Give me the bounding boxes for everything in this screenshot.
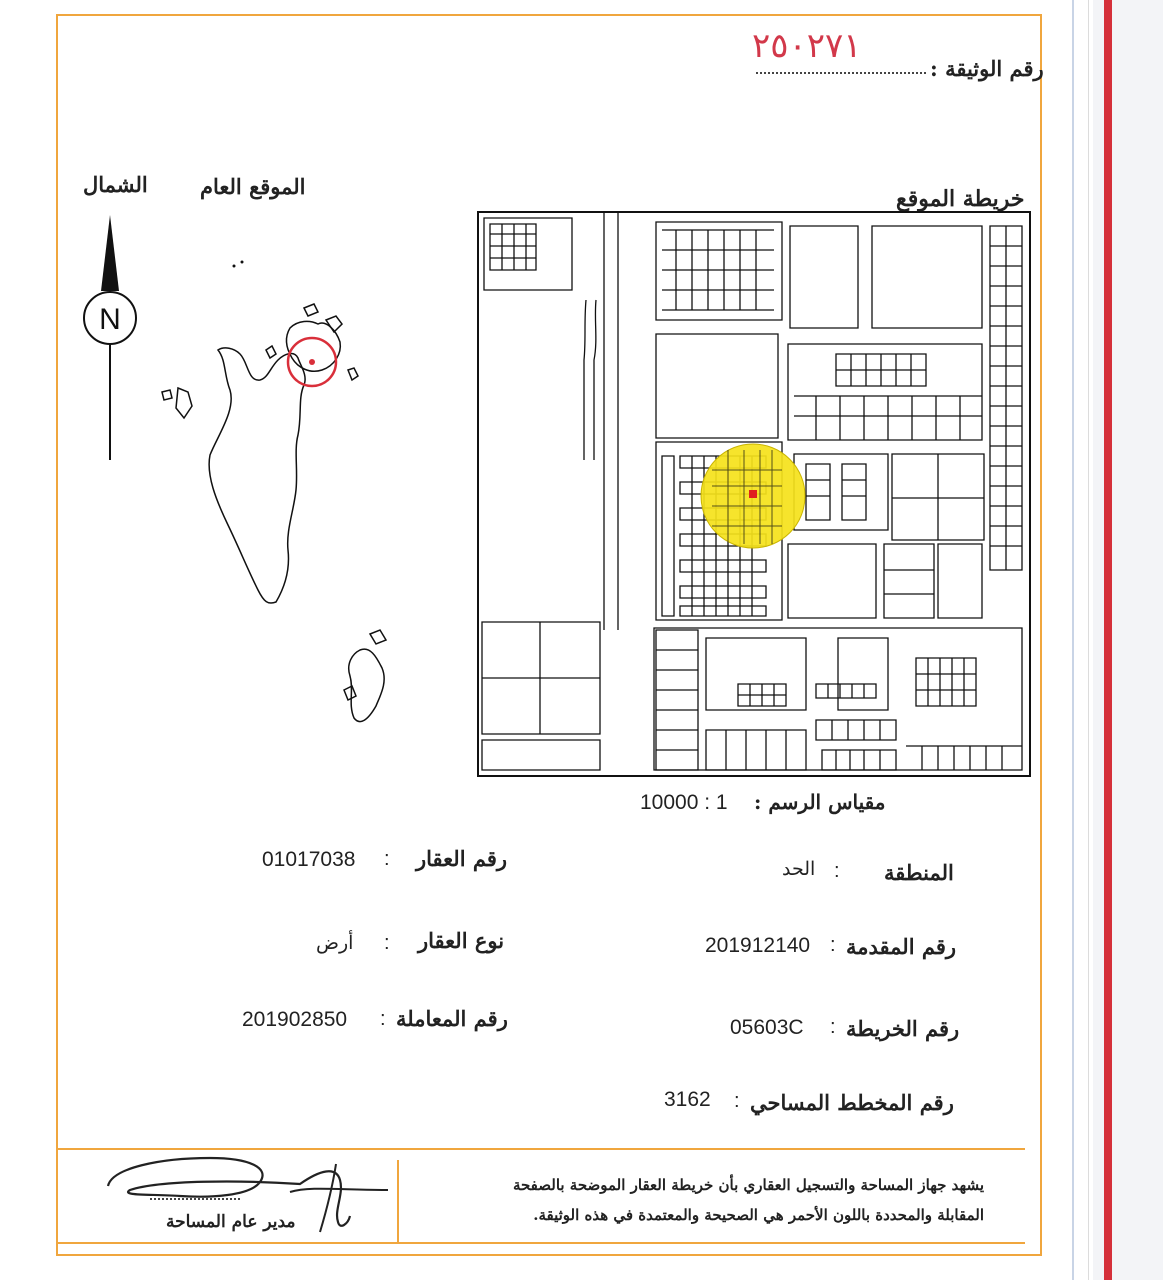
map-number-value: 05603C: [730, 1016, 804, 1039]
property-type-sep: :: [384, 932, 390, 954]
transaction-number-value: 201902850: [242, 1008, 348, 1031]
application-number-sep: :: [830, 934, 836, 956]
site-map-label: خريطة الموقع: [896, 186, 1025, 212]
north-letter: N: [99, 303, 121, 336]
transaction-number-sep: :: [380, 1008, 386, 1030]
property-type-value: أرض: [316, 933, 354, 954]
north-arrow-icon: [78, 205, 142, 465]
transaction-number-label: رقم المعاملة: [396, 1006, 508, 1031]
map-number-sep: :: [830, 1016, 836, 1038]
survey-plan-number-value: 3162: [664, 1088, 711, 1111]
region-sep: :: [834, 860, 840, 882]
document-number-label: رقم الوثيقة :: [930, 56, 1044, 81]
edge-line-red: [1104, 0, 1112, 1280]
region-label: المنطقة: [884, 860, 954, 885]
site-map: [476, 210, 1032, 778]
signatory-title: مدير عام المساحة: [166, 1212, 296, 1232]
document-number-handwritten: ٢٥٠٢٧١: [752, 26, 862, 66]
application-number-value: 201912140: [705, 934, 811, 957]
document-number-dots: [756, 72, 926, 74]
signature-dots: [150, 1198, 240, 1200]
edge-line-blue: [1072, 0, 1074, 1280]
footer-bottom-border: [57, 1242, 1025, 1244]
general-location-map: [148, 250, 408, 750]
edge-line-grey: [1088, 0, 1089, 1280]
scale-label: مقياس الرسم :: [754, 790, 886, 814]
certification-line-1: يشهد جهاز المساحة والتسجيل العقاري بأن خريطة العقار الموضحة بالصفحة: [512, 1176, 984, 1194]
general-location-label: الموقع العام: [200, 174, 306, 199]
map-number-label: رقم الخريطة: [846, 1016, 960, 1041]
scale-value: 10000 : 1: [640, 791, 728, 814]
property-number-value: 01017038: [262, 848, 356, 871]
north-label: الشمال: [83, 172, 148, 197]
application-number-label: رقم المقدمة: [846, 934, 956, 959]
certification-line-2: المقابلة والمحددة باللون الأحمر هي الصحيحة والمعتمدة في هذه الوثيقة.: [533, 1206, 984, 1224]
property-number-label: رقم العقار: [416, 846, 507, 871]
region-value: الحد: [782, 859, 816, 880]
survey-plan-number-sep: :: [734, 1090, 740, 1112]
survey-plan-number-label: رقم المخطط المساحي: [750, 1090, 954, 1115]
property-type-label: نوع العقار: [418, 928, 505, 953]
property-number-sep: :: [384, 848, 390, 870]
